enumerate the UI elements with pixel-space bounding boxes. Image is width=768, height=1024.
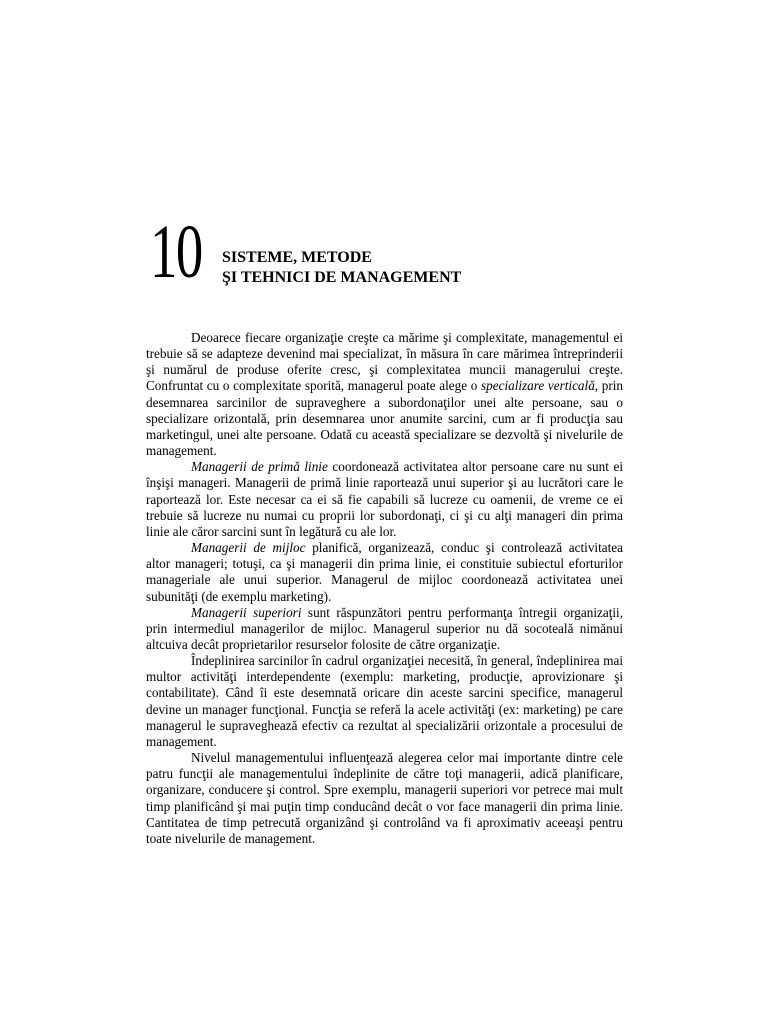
paragraph-1-lead: Deoarece fiecare organizaţie creşte ca mărime şi complexitate, managementul ei trebuie să se adapteze devenind mai specializat, în măsura în care mărimea întreprinderii şi numărul de produse oferite cresc, şi complexitatea muncii managerului creşte. Confruntat cu o complexitate sporită, managerul poate alege o [146, 330, 623, 394]
paragraph-2-tail: coordonează activitatea altor persoane care nu sunt ei înşişi manageri. Managerii de primă linie raportează unui superior şi au lucrători care le raportează lor. Este necesar ca ei să fie capabili să lucreze cu oamenii, de vreme ce ei trebuie să lucreze nu numai cu proprii lor subordonaţi, ci şi cu alţi manageri din prima linie ale căror sarcini sunt în legătură cu ale lor. [146, 459, 623, 539]
paragraph-1-tail: , prin desemnarea sarcinilor de supraveghere a subordonaţilor unei alte persoane, sau o specializare orizontală, prin desemnarea unor anumite sarcini, cum ar fi producţia sau marketingul, unei alte persoane. Odată cu această specializare se dezvoltă şi nivelurile de management. [146, 378, 623, 459]
paragraph-5 [146, 653, 623, 750]
body-text [146, 330, 623, 847]
paragraph-2-emphasis: Managerii de primă linie [191, 459, 328, 475]
paragraph-5-text: Îndeplinirea sarcinilor în cadrul organizaţiei necesită, în general, îndeplinirea mai multor activităţi interdependente (exemplu: marketing, producţie, aprovizionare şi contabilitate). Când îi este desemnată oricare din aceste sarcini specifice, managerul devine un manager funcţional. Funcţia se referă la acele activităţi (ex: marketing) pe care managerul le supraveghează efectiv ca rezultat al specializării orizontale a procesului de management. [146, 653, 623, 749]
paragraph-3-emphasis: Managerii de mijloc [191, 540, 306, 556]
paragraph-6-text: Nivelul managementului influenţează alegerea celor mai importante dintre cele patru funcţii ale managementului îndeplinite de către toţi managerii, adică planificare, organizare, conducere şi control. Spre exemplu, managerii superiori vor petrece mai mult timp planificând şi mai puţin timp conducând decât o vor face managerii din prima linie. Cantitatea de timp petrecută organizând şi controlând va fi aproximativ aceeaşi pentru toate nivelurile de management. [146, 750, 623, 846]
paragraph-3-tail: planifică, organizează, conduc şi controlează activitatea altor manageri; totuşi, ca şi managerii din prima linie, ei constituie subiectul eforturilor manageriale ale unui superior. Managerul de mijloc coordonează activitatea unei subunităţi (de exemplu marketing). [146, 540, 623, 604]
paragraph-1-emphasis: specializare verticală [481, 378, 595, 394]
paragraph-4-tail: sunt răspunzători pentru performanţa întregii organizaţii, prin intermediul managerilor de mijloc. Managerul superior nu dă socoteală nimănui altcuiva decât proprietarilor resurselor folosite de către organizaţie. [146, 604, 623, 652]
chapter-title [222, 248, 461, 288]
chapter-title-line-2: ŞI TEHNICI DE MANAGEMENT [222, 269, 462, 286]
chapter-number: 10 [150, 210, 202, 294]
paragraph-2 [146, 459, 623, 540]
paragraph-3 [146, 540, 623, 605]
paragraph-6 [146, 750, 623, 847]
paragraph-4-emphasis: Managerii superiori [191, 604, 302, 620]
paragraph-4 [146, 605, 623, 653]
chapter-title-line-1: SISTEME, METODE [222, 249, 372, 266]
paragraph-1 [146, 330, 623, 459]
